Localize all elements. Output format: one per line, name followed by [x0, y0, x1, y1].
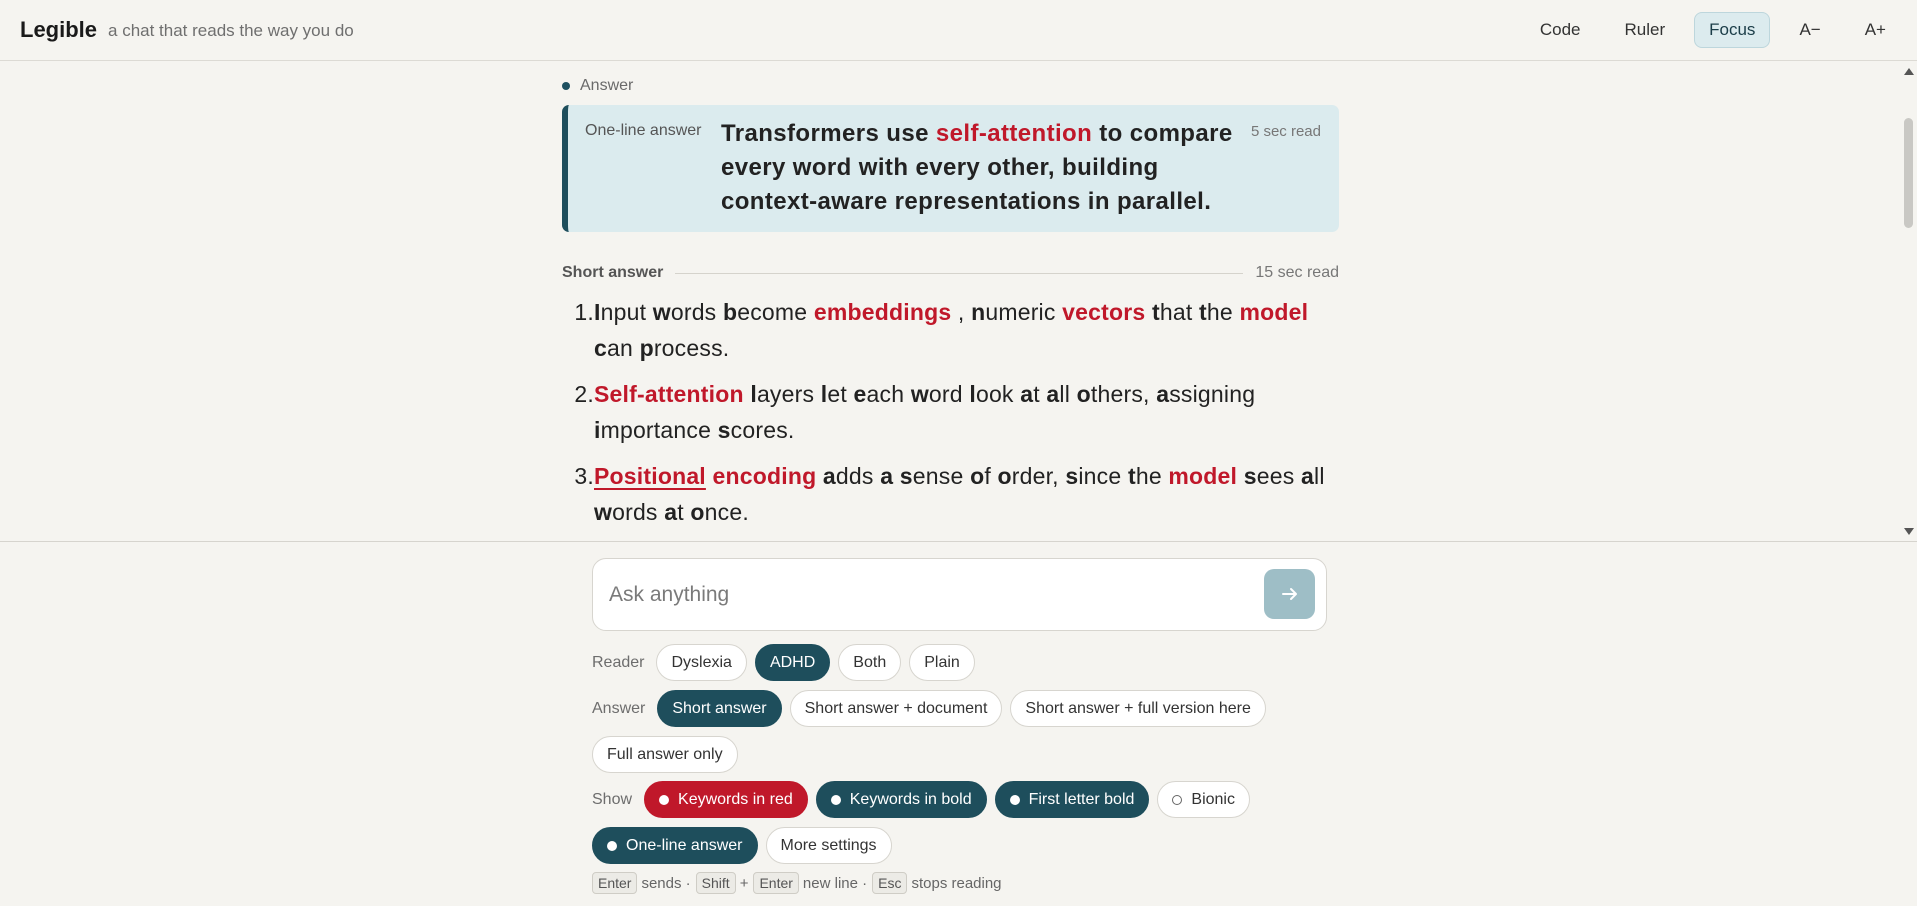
one-line-text-after: to compare every word with every other, building context-aware representations in parallel.: [721, 120, 1233, 215]
composer-divider: [0, 541, 1917, 542]
enter-key: Enter: [753, 872, 798, 894]
scroll-down-arrow-icon[interactable]: [1904, 528, 1914, 535]
step-number: 2.: [574, 381, 594, 407]
show-label: Show: [592, 790, 633, 808]
focus-button[interactable]: Focus: [1694, 12, 1770, 48]
hint-new-line: new line ·: [802, 874, 868, 892]
show-options: [592, 781, 1258, 818]
reader-chip-dyslexia[interactable]: Dyslexia: [656, 644, 746, 681]
answer-options-wrap: [592, 736, 746, 773]
short-answer-title: Short answer: [562, 264, 664, 281]
toggle-on-dot-icon: [831, 795, 841, 805]
scroll-up-arrow-icon[interactable]: [1904, 68, 1914, 75]
show-chip-bionic[interactable]: [1157, 781, 1250, 818]
one-line-answer-card: [562, 105, 1339, 232]
one-line-text-before: Transformers use: [721, 120, 936, 147]
short-answer-read-time: 15 sec read: [1255, 264, 1339, 281]
font-decrease-button[interactable]: A−: [1784, 12, 1835, 48]
toggle-on-dot-icon: [1010, 795, 1020, 805]
chip-label: First letter bold: [1028, 790, 1135, 808]
answer-chip-full-only[interactable]: Full answer only: [592, 736, 738, 773]
show-options-wrap: [592, 827, 900, 864]
more-settings-button[interactable]: More settings: [766, 827, 892, 864]
step-text: Positional encoding adds a sense of order, since the model sees all words at once.: [594, 463, 1325, 525]
step-text: Self-attention layers let each word look at all others, assigning importance scores.: [594, 381, 1256, 443]
hint-plus: +: [739, 874, 749, 892]
list-item: [562, 294, 1339, 366]
hint-stops-reading: stops reading: [911, 874, 1002, 892]
esc-key: Esc: [872, 872, 907, 894]
scrollbar-thumb[interactable]: [1904, 118, 1913, 228]
answer-options: [592, 690, 1274, 727]
send-button[interactable]: [1264, 569, 1315, 619]
answer-chip-short[interactable]: Short answer: [657, 690, 781, 727]
ask-input[interactable]: [609, 577, 1249, 613]
answer-option-label: Answer: [592, 699, 646, 717]
ruler-button[interactable]: Ruler: [1610, 12, 1681, 48]
list-item: [562, 376, 1339, 448]
short-answer-header: [562, 262, 1339, 284]
list-item: [562, 458, 1339, 530]
one-line-answer-label: One-line answer: [585, 122, 702, 139]
arrow-right-icon: [1280, 584, 1300, 604]
answer-scroll-region[interactable]: [0, 62, 1917, 541]
show-chip-one-line-answer[interactable]: [592, 827, 758, 864]
app-brand: Legible: [20, 17, 98, 42]
chip-label: Keywords in red: [678, 790, 793, 808]
answer-label-text: Answer: [580, 77, 634, 94]
enter-key: Enter: [592, 872, 637, 894]
chat-composer: [592, 558, 1327, 631]
toggle-on-dot-icon: [607, 841, 617, 851]
chip-label: Bionic: [1191, 790, 1235, 808]
chip-label: One-line answer: [626, 836, 743, 854]
chip-label: Keywords in bold: [849, 790, 972, 808]
keyboard-hints: [592, 872, 1007, 894]
one-line-read-time: 5 sec read: [1250, 123, 1321, 140]
reader-chip-plain[interactable]: Plain: [909, 644, 975, 681]
show-chip-first-letter-bold[interactable]: [995, 781, 1150, 818]
answer-section-label: [562, 77, 633, 95]
step-number: 3.: [574, 463, 594, 489]
shift-key: Shift: [696, 872, 736, 894]
reader-label: Reader: [592, 653, 645, 671]
one-line-keyword: self-attention: [935, 120, 1093, 147]
short-answer-steps: [562, 294, 1339, 540]
toggle-off-dot-icon: [1172, 795, 1182, 805]
answer-chip-short-document[interactable]: Short answer + document: [790, 690, 1003, 727]
reader-chip-adhd[interactable]: ADHD: [755, 644, 830, 681]
step-number: 1.: [574, 299, 594, 325]
code-button[interactable]: Code: [1525, 12, 1596, 48]
step-text: Input words become embeddings , numeric vectors that the model can process.: [594, 299, 1309, 361]
answer-dot-icon: [562, 82, 570, 90]
reader-chip-both[interactable]: Both: [838, 644, 901, 681]
toggle-on-dot-icon: [659, 795, 669, 805]
show-chip-keywords-bold[interactable]: [816, 781, 987, 818]
one-line-answer-text: [721, 117, 1246, 219]
top-actions: [1511, 12, 1901, 48]
show-chip-keywords-red[interactable]: [644, 781, 808, 818]
reader-options: [592, 644, 983, 681]
hint-sends: sends ·: [641, 874, 691, 892]
top-bar: [0, 0, 1917, 61]
app-tagline: a chat that reads the way you do: [108, 21, 354, 40]
vertical-scrollbar[interactable]: [1901, 62, 1917, 541]
font-increase-button[interactable]: A+: [1850, 12, 1901, 48]
short-answer-divider: [675, 273, 1243, 274]
answer-chip-short-full[interactable]: Short answer + full version here: [1010, 690, 1265, 727]
